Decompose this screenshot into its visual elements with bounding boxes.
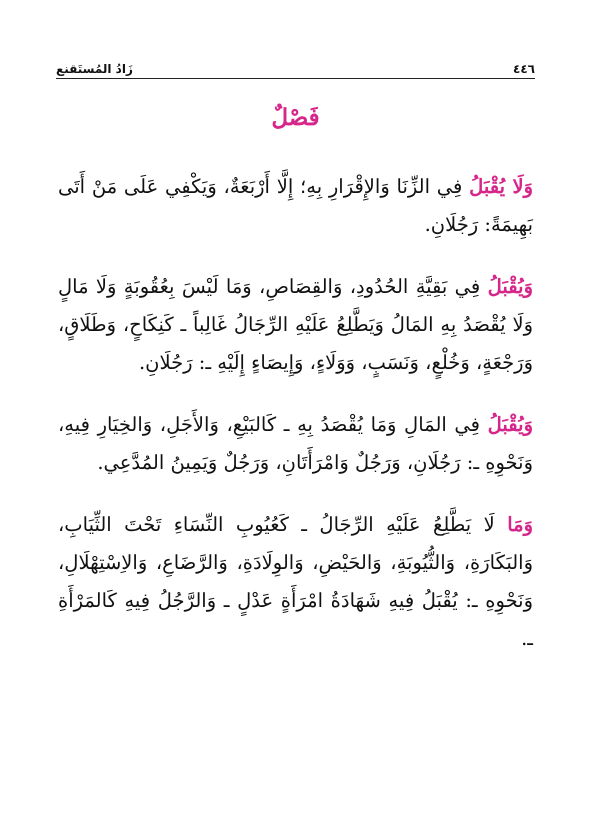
header-divider: [56, 78, 535, 79]
paragraph-4: [58, 506, 533, 658]
paragraph-2: [58, 268, 533, 382]
section-title: فَصْلٌ: [271, 104, 320, 131]
paragraph-lead: وَمَا: [507, 513, 533, 536]
paragraph-text: فِي بَقِيَّةِ الحُدُودِ، وَالقِصَاصِ، وَمَا لَيْسَ بِعُقُوبَةٍ وَلَا مَالٍ وَلَا يُقْصَدُ بِهِ المَالُ وَيَطَّلِعُ عَلَيْهِ الرِّجَالُ غَالِباً ـ كَنِكَاحٍ، وَطَلَاقٍ، وَرَجْعَةٍ، وَخُلْعٍ، وَنَسَبٍ، وَوَلَاءٍ، وَإِيصَاءٍ إِلَيْهِ ـ: رَجُلَانِ.: [58, 275, 533, 374]
paragraph-lead: وَيُقْبَلُ: [487, 275, 533, 298]
paragraph-lead: وَيُقْبَلُ: [487, 413, 533, 436]
running-header: [56, 54, 535, 76]
page-number: ٤٤٦: [513, 62, 535, 76]
paragraph-text: لَا يَطَّلِعُ عَلَيْهِ الرِّجَالُ ـ كَعُيُوبِ النِّسَاءِ تَحْتَ الثِّيَابِ، وَالبَكَارَةِ، وَالثُّيُوبَةِ، وَالحَيْضِ، وَالوِلَادَةِ، وَالرَّضَاعِ، وَالاِسْتِهْلَالِ، وَنَحْوِهِ ـ: يُقْبَلُ فِيهِ شَهَادَةُ امْرَأَةٍ عَدْلٍ ـ وَالرَّجُلُ فِيهِ كَالمَرْأَةِ ـ.: [58, 513, 533, 650]
paragraph-text: فِي المَالِ وَمَا يُقْصَدُ بِهِ ـ كَالبَيْعِ، وَالأَجَلِ، وَالخِيَارِ فِيهِ، وَنَحْوِهِ ـ: رَجُلَانِ، وَرَجُلٌ وَامْرَأَتَانِ، وَرَجُلٌ وَيَمِينُ المُدَّعِي.: [58, 413, 533, 474]
book-title: زَادُ المُستَقنع: [56, 62, 133, 76]
paragraph-text: فِي الزِّنَا وَالإِقْرَارِ بِهِ؛ إِلَّا أَرْبَعَةٌ، وَيَكْفِي عَلَى مَنْ أَتَى بَهِيمَةً: رَجُلَانِ.: [58, 175, 533, 236]
paragraph-lead: وَلَا يُقْبَلُ: [469, 175, 533, 198]
main-text: [58, 168, 533, 682]
paragraph-1: [58, 168, 533, 244]
paragraph-3: [58, 406, 533, 482]
